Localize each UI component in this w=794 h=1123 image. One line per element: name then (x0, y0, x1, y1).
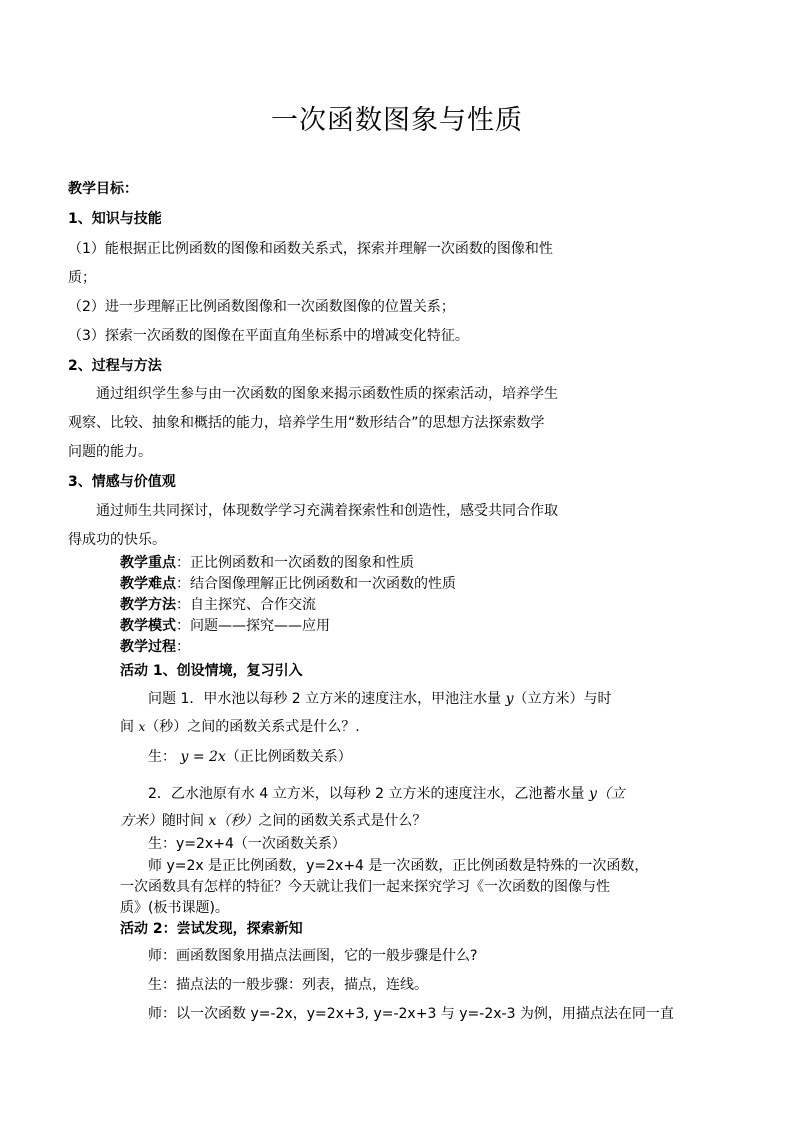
s1-item3: （3）探索一次函数的图像在平面直角坐标系中的增减变化特征。 (68, 328, 469, 344)
process-text: ： (176, 639, 190, 655)
q2-text-b: 随时间 (162, 813, 209, 829)
teacher-3: 师：以一次函数 y=-2x，y=2x+3, y=-2x+3 与 y=-2x-3 为例，用描点法在同一直 (148, 1006, 674, 1022)
mode (120, 615, 330, 635)
q1-text-b: （立方米）与时 (513, 691, 612, 707)
teacher-2: 师：画函数图象用描点法画图，它的一般步骤是什么? (148, 948, 478, 964)
activity-2-heading: 活动 2：尝试发现，探索新知 (120, 921, 303, 937)
q2-text-c: 之间的函数关系式是什么？ (258, 813, 427, 829)
question-1-line1 (148, 688, 612, 708)
key-text: ：正比例函数和一次函数的图象和性质 (176, 555, 414, 571)
mode-text: ：问题——探究——应用 (176, 618, 330, 634)
teacher-1-line2: 一次函数具有怎样的特征？今天就让我们一起来探究学习《一次函数的图像与性 (120, 879, 610, 895)
q1-text-a: 问题 1．甲水池以每秒 2 立方米的速度注水，甲池注水量 (148, 691, 506, 707)
activity-1-heading: 活动 1、创设情境，复习引入 (120, 663, 303, 679)
q2-var-x: x（秒） (208, 813, 259, 829)
answer-1 (148, 746, 352, 766)
q2-text-a: 2．乙水池原有水 4 立方米，以每秒 2 立方米的速度注水，乙池蓄水量 (148, 786, 589, 802)
s2-line3: 问题的能力。 (68, 444, 152, 460)
difficulty (120, 573, 456, 593)
s1-item1-line1: （1）能根据正比例函数的图像和函数关系式，探索并理解一次函数的图像和性 (68, 241, 553, 257)
q1-var-y: y (505, 691, 514, 707)
document-title: 一次函数图象与性质 (271, 105, 523, 136)
process-label: 教学过程 (120, 639, 176, 655)
key-point (120, 552, 414, 572)
ans1-prefix: 生： (148, 749, 181, 765)
s3-line2: 得成功的快乐。 (68, 532, 166, 548)
objectives-heading: 教学目标： (68, 181, 138, 197)
method-text: ：自主探究、合作交流 (176, 597, 316, 613)
method-label: 教学方法 (120, 597, 176, 613)
section-2-heading: 2、过程与方法 (68, 358, 162, 374)
teacher-1-line1: 师 y=2x 是正比例函数，y=2x+4 是一次函数，正比例函数是特殊的一次函数， (148, 858, 649, 874)
q2-unit: 方米） (120, 813, 162, 829)
mode-label: 教学模式 (120, 618, 176, 634)
question-1-line2 (120, 716, 360, 736)
student-answer: 生：描点法的一般步骤：列表，描点，连线。 (148, 977, 428, 993)
diff-text: ：结合图像理解正比例函数和一次函数的性质 (176, 576, 456, 592)
s2-line2: 观察、比较、抽象和概括的能力，培养学生用“数形结合”的思想方法探索数学 (68, 415, 545, 431)
section-3-heading: 3、情感与价值观 (68, 474, 176, 490)
q1-text-c: 间 (120, 719, 139, 735)
key-label: 教学重点 (120, 555, 176, 571)
ans1-formula: y = 2x (180, 749, 226, 765)
s2-line1: 通过组织学生参与由一次函数的图象来揭示函数性质的探索活动，培养学生 (96, 386, 558, 402)
q1-var-x: x (138, 720, 146, 734)
q2-var-y: y（立 (588, 786, 625, 802)
s1-item2: （2）进一步理解正比例函数图像和一次函数图像的位置关系； (68, 299, 455, 315)
q1-text-d: （秒）之间的函数关系式是什么？. (145, 719, 360, 735)
teacher-1-line3: 质》(板书课题)。 (120, 900, 229, 916)
diff-label: 教学难点 (120, 576, 176, 592)
method (120, 594, 316, 614)
process (120, 636, 190, 656)
question-2-line2 (120, 810, 426, 830)
s3-line1: 通过师生共同探讨，体现数学学习充满着探索性和创造性，感受共同合作取 (96, 503, 558, 519)
s1-item1-line2: 质； (68, 270, 96, 286)
ans1-suffix: （正比例函数关系） (225, 749, 352, 765)
answer-2: 生：y=2x+4（一次函数关系） (148, 836, 346, 852)
section-1-heading: 1、知识与技能 (68, 211, 162, 227)
question-2-line1 (148, 783, 625, 803)
